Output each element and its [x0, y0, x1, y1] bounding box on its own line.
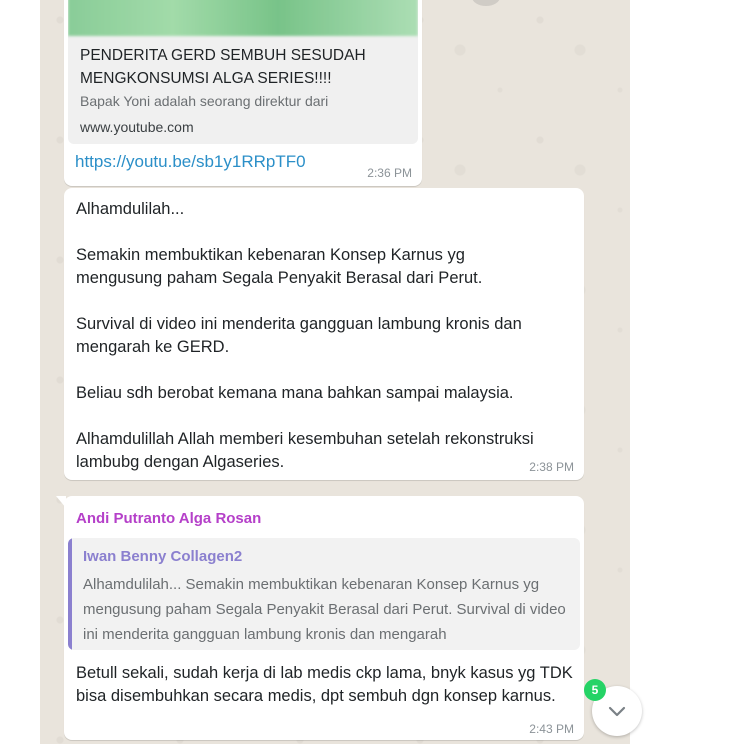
- chat-area: [40, 0, 630, 744]
- preview-title: PENDERITA GERD SEMBUH SESUDAH MENGKONSUMSI ALGA SERIES!!!!: [80, 47, 366, 87]
- message-bubble-link-preview: [64, 0, 422, 186]
- chevron-down-icon: [607, 703, 627, 719]
- preview-domain: www.youtube.com: [80, 119, 194, 135]
- message-time: 2:36 PM: [367, 166, 412, 180]
- message-time: 2:43 PM: [529, 722, 574, 736]
- message-bubble: [64, 188, 584, 480]
- preview-thumbnail: [68, 0, 418, 36]
- quoted-message[interactable]: [68, 538, 580, 650]
- message-time: 2:38 PM: [529, 460, 574, 474]
- avatar: [472, 0, 500, 6]
- link-preview-card[interactable]: [68, 0, 418, 144]
- message-text: Betull sekali, sudah kerja di lab medis ckp lama, bnyk kasus yg TDK bisa disembuhkan secara medis, dpt sembuh dgn konsep karnus.: [76, 664, 573, 705]
- bubble-tail: [56, 496, 66, 508]
- youtube-link[interactable]: https://youtu.be/sb1y1RRpTF0: [75, 152, 306, 171]
- quote-bar: [68, 538, 72, 650]
- quote-text: Alhamdulilah... Semakin membuktikan kebenaran Konsep Karnus yg mengusung paham Segala Penyakit Berasal dari Perut. Survival di video ini menderita gangguan lambung kronis dan mengarah: [83, 576, 566, 643]
- quote-author: Iwan Benny Collagen2: [83, 548, 243, 565]
- unread-count-badge: 5: [584, 679, 606, 701]
- message-text: Alhamdulilah... Semakin membuktikan kebenaran Konsep Karnus yg mengusung paham Segala Penyakit Berasal dari Perut. Survival di video ini menderita gangguan lambung kronis dan mengarah ke GERD. Beliau sdh berobat kemana mana bahkan sampai malaysia. Alhamdulillah Allah memberi kesembuhan setelah rekonstruksi lambubg dengan Algaseries.: [76, 200, 534, 471]
- preview-description: Bapak Yoni adalah seorang direktur dari: [80, 93, 329, 109]
- message-bubble-reply: [64, 496, 584, 740]
- sender-name[interactable]: Andi Putranto Alga Rosan: [76, 510, 262, 527]
